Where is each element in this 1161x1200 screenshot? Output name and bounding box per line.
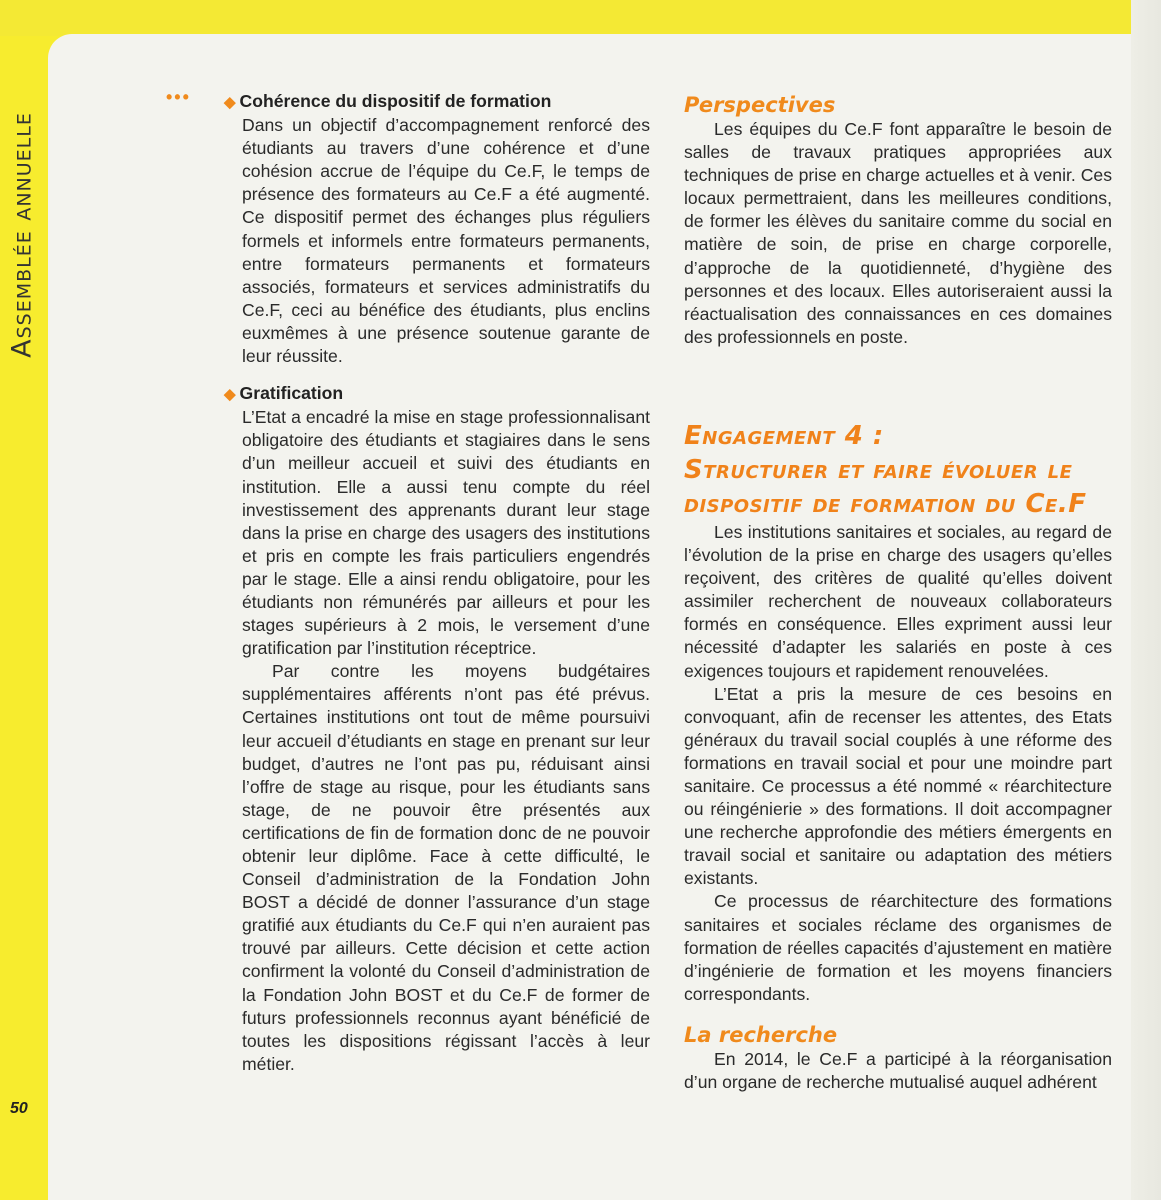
page-edge <box>1131 0 1161 1200</box>
diamond-bullet-icon: ◆ <box>224 386 236 404</box>
paragraph-engagement-3: Ce processus de réarchitecture des formations sanitaires et sociales réclame des organismes de formation de réelles capacités d’ajustement en matière d’ingénierie de formation et les moyens financiers correspondants. <box>684 891 1112 1004</box>
paragraph-gratification-2: Par contre les moyens budgétaires supplémentaires afférents n’ont pas été prévus. Certaines institutions ont tout de même poursuivi leur accueil d’étudiants en stage en prenant sur leur budget, d’autres ne l’ont pas pu, réduisant ainsi l’offre de stage au risque, pour les étudiants sans stage, de ne pouvoir être présentés aux certifications de fin de formation donc de ne pouvoir obtenir leur diplôme. Face à cette difficulté, le Conseil d’administration de la Fondation John BOST a décidé de donner l’assurance d’un stage gratifié aux étudiants du Ce.F qui n’en auraient pas trouvé par ailleurs. Cette décision et cette action confirment la volonté du Conseil d’administration de la Fondation John BOST et du Ce.F de former de futurs professionnels reconnus ayant bénéficié de toutes les dispositions régissant l’accès à leur métier. <box>242 661 650 1074</box>
paragraph-engagement-2: L’Etat a pris la mesure de ces besoins en convoquant, afin de recenser les attentes, des Etats généraux du travail social couplés à une réforme des formations en travail social et pour une moindre part sanitaire. Ce processus a été nommé « réarchitecture ou réingénierie » des formations. Il doit accompagner une recherche approfondie des métiers émergents en travail social et sanitaire ou adaptation des métiers existants. <box>684 683 1112 889</box>
paragraph-recherche: En 2014, le Ce.F a participé à la réorganisation d’un organe de recherche mutualisé auquel adhérent <box>684 1048 1112 1092</box>
heading-perspectives: Perspectives <box>684 93 836 117</box>
right-column <box>684 92 1112 1094</box>
side-title <box>0 40 44 430</box>
gratification-body <box>224 406 650 1076</box>
heading-recherche: La recherche <box>684 1022 838 1047</box>
paragraph-gratification-1: L’Etat a encadré la mise en stage professionnalisant obligatoire des étudiants et stagiaires dans le sens d’un meilleur accueil et suivi des étudiants en institution. Elle a aussi tenu compte du réel investissement des apprenants durant leur stage dans la prise en charge des usagers des institutions et pris en compte les frais particuliers engendrés par le stage. Elle a ainsi rendu obligatoire, pour les étudiants non rémunérés par ailleurs et pour les stages supérieurs à 2 mois, le versement d’une gratification par l’institution réceptrice. <box>242 407 650 659</box>
side-title-text: Assemblée annuelle <box>6 112 38 358</box>
page-number: 50 <box>10 1100 28 1117</box>
section-heading-coherence <box>224 90 650 114</box>
paragraph-engagement-1: Les institutions sanitaires et sociales, au regard de l’évolution de la prise en charge des usagers qu’elles reçoivent, des critères de qualité qu’elles doivent assimiler recherchent de nouveaux collaborateurs formés en conséquence. Elles expriment aussi leur nécessité d’adapter les salariés en poste à ces exigences toujours et rapidement renouvelées. <box>684 521 1112 681</box>
yellow-top-band <box>0 0 1161 36</box>
paragraph-perspectives: Les équipes du Ce.F font apparaître le besoin de salles de travaux pratiques appropriées aux techniques de prise en charge actuelles et à venir. Ces locaux permettraient, dans les meilleures conditions, de former les élèves du sanitaire comme du social en matière de soin, de prise en charge corporelle, d’approche de la quotidienneté, d’hygiène des personnes et des locaux. Elles autoriseraient aussi la réactualisation des connaissances en ces domaines des professionnels en poste. <box>684 119 1112 347</box>
section-heading-text: Cohérence du dispositif de formation <box>239 91 552 111</box>
engagement-title-line-3: dispositif de formation du Ce.F <box>684 488 1087 519</box>
diamond-bullet-icon: ◆ <box>224 94 236 111</box>
engagement-title-line-1: Engagement 4 : <box>684 420 884 451</box>
section-heading-text: Gratification <box>239 383 344 404</box>
section-heading-gratification <box>224 382 650 406</box>
paragraph-coherence: Dans un objectif d’accompagnement renforcé des étudiants au travers d’une cohérence et d’une cohésion accrue de l’équipe du Ce.F, le temps de présence des formateurs au Ce.F a été augmenté. Ce dispositif permet des échanges plus réguliers formels et informels entre formateurs permanents, entre formateurs permanents et formateurs associés, formateurs et services administratifs du Ce.F, ceci au bénéfice des étudiants, plus enclins euxmêmes à une présence soutenue garante de leur réussite. <box>242 115 650 367</box>
left-column <box>224 90 650 1076</box>
bullet-dots-icon: ••• <box>166 87 191 107</box>
engagement-title-line-2: Structurer et faire évoluer le <box>684 454 1073 485</box>
